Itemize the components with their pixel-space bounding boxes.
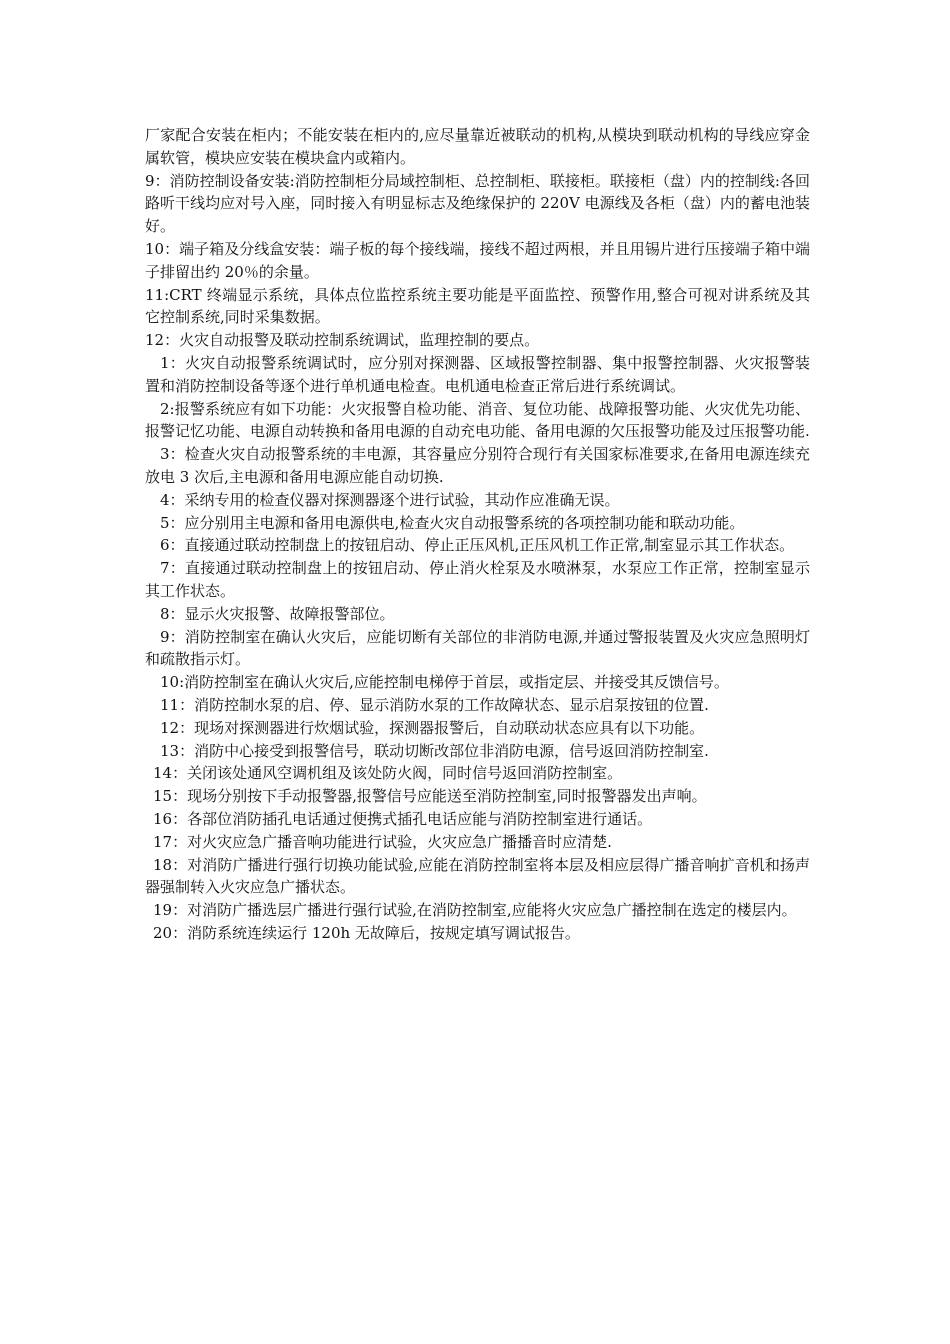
- paragraph: 11:CRT 终端显示系统，具体点位监控系统主要功能是平面监控、预警作用,整合可视对讲系统及其它控制系统,同时采集数据。: [145, 285, 810, 327]
- paragraph: 6：直接通过联动控制盘上的按钮启动、停止正压风机,正压风机工作正常,制室显示其工作状态。: [160, 536, 795, 555]
- paragraph: 16：各部位消防插孔电话通过便携式插孔电话应能与消防控制室进行通话。: [153, 809, 653, 828]
- paragraph: 15：现场分别按下手动报警器,报警信号应能送至消防控制室,同时报警器发出声响。: [153, 787, 707, 806]
- paragraph: 10:消防控制室在确认火灾后,应能控制电梯停于首层，或指定层、并接受其反馈信号。: [160, 673, 729, 692]
- paragraph: 厂家配合安装在柜内；不能安装在柜内的,应尽量靠近被联动的机构,从模块到联动机构的导线应穿金属软管，模块应安装在模块盒内或箱内。: [145, 126, 810, 167]
- paragraph: 18：对消防广播进行强行切换功能试验,应能在消防控制室将本层及相应层得广播音响扩音机和扬声器强制转入火灾应急广播状态。: [145, 855, 810, 897]
- document-body: [145, 124, 810, 945]
- paragraph: 8：显示火灾报警、故障报警部位。: [160, 604, 395, 623]
- paragraph: 14：关闭该处通风空调机组及该处防火阀，同时信号返回消防控制室。: [153, 764, 623, 783]
- paragraph: 12：火灾自动报警及联动控制系统调试，监理控制的要点。: [145, 331, 540, 350]
- paragraph: 9：消防控制室在确认火灾后，应能切断有关部位的非消防电源,并通过警报装置及火灾应急照明灯和疏散指示灯。: [145, 627, 810, 669]
- paragraph: 5：应分别用主电源和备用电源供电,检查火灾自动报警系统的各项控制功能和联动功能。: [160, 513, 745, 532]
- paragraph: 20：消防系统连续运行 120h 无故障后，按规定填写调试报告。: [153, 923, 580, 942]
- paragraph: 19：对消防广播选层广播进行强行试验,在消防控制室,应能将火灾应急广播控制在选定的楼层内。: [153, 901, 797, 920]
- paragraph: 13：消防中心接受到报警信号，联动切断改部位非消防电源，信号返回消防控制室.: [160, 741, 709, 760]
- paragraph: 17：对火灾应急广播音响功能进行试验，火灾应急广播播音时应清楚.: [153, 832, 612, 851]
- paragraph: 9：消防控制设备安装:消防控制柜分局域控制柜、总控制柜、联接柜。联接柜（盘）内的控制线:各回路听干线均应对号入座，同时接入有明显标志及绝缘保护的 220V 电源线及各柜（盘）内的蓄电池装好。: [145, 171, 810, 236]
- paragraph: 12：现场对探测器进行炊烟试验，探测器报警后，自动联动状态应具有以下功能。: [160, 718, 705, 737]
- paragraph: 2:报警系统应有如下功能：火灾报警自检功能、消音、复位功能、战障报警功能、火灾优先功能、报警记忆功能、电源自动转换和备用电源的自动充电功能、备用电源的欠压报警功能及过压报警功能.: [145, 399, 810, 441]
- paragraph: 4：采纳专用的检查仪器对探测器逐个进行试验，其动作应准确无误。: [160, 490, 620, 509]
- paragraph: 7：直接通过联动控制盘上的按钮启动、停止消火栓泵及水喷淋泵，水泵应工作正常，控制室显示其工作状态。: [145, 559, 810, 600]
- paragraph: 3：检查火灾自动报警系统的丰电源，其容量应分别符合现行有关国家标准要求,在备用电源连续充放电 3 次后,主电源和备用电源应能自动切换.: [145, 445, 810, 486]
- paragraph: 11：消防控制水泵的启、停、显示消防水泵的工作故障状态、显示启泵按钮的位置.: [160, 695, 709, 714]
- paragraph: 1：火灾自动报警系统调试时，应分别对探测器、区域报警控制器、集中报警控制器、火灾报警装置和消防控制设备等逐个进行单机通电检查。电机通电检查正常后进行系统调试。: [145, 353, 810, 395]
- paragraph: 10：端子箱及分线盒安装：端子板的每个接线端，接线不超过两根，并且用锡片进行压接端子箱中端子排留出约 20％的余量。: [145, 239, 810, 281]
